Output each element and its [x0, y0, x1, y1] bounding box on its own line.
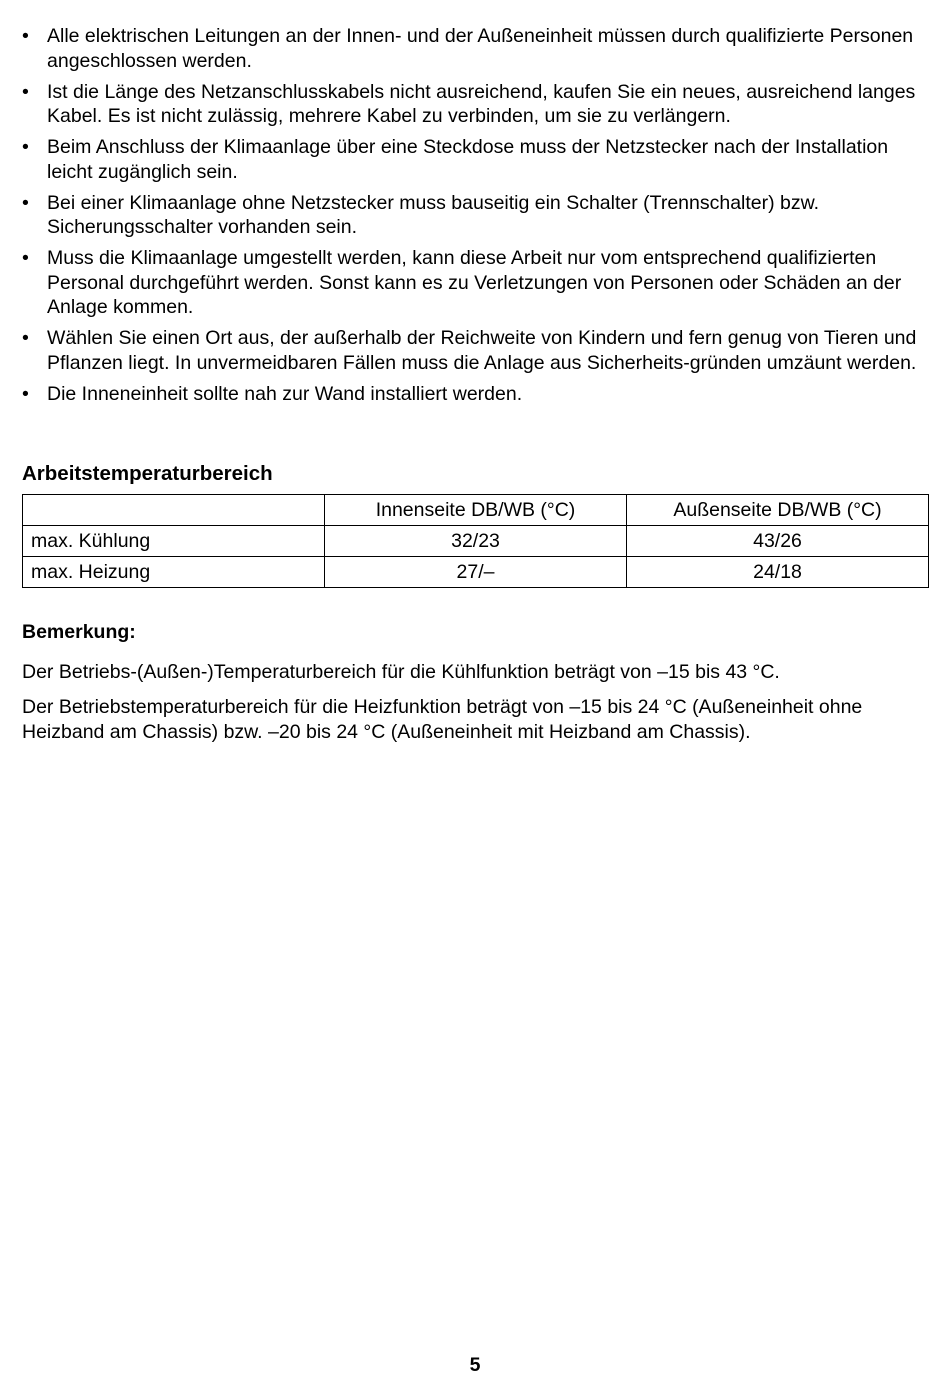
list-item-text: Ist die Länge des Netzanschlusskabels nicht ausreichend, kaufen Sie ein neues, ausreichend langes Kabel. Es ist nicht zulässig, mehrere Kabel zu verbinden, um sie zu verlängern.	[47, 80, 916, 127]
page-number: 5	[469, 1354, 481, 1376]
bullet-icon: •	[22, 327, 29, 349]
note-heading: Bemerkung:	[22, 621, 136, 643]
table-cell: 43/26	[627, 526, 929, 557]
section-heading: Arbeitstemperaturbereich	[22, 462, 273, 485]
list-item	[22, 24, 932, 73]
list-item-text: Bei einer Klimaanlage ohne Netzstecker muss bauseitig ein Schalter (Trennschalter) bzw. Sicherungsschalter vorhanden sein.	[47, 191, 820, 238]
list-item	[22, 135, 932, 184]
table-header-cell: Außenseite DB/WB (°C)	[627, 495, 929, 526]
list-item-text: Beim Anschluss der Klimaanlage über eine Steckdose muss der Netzstecker nach der Installation leicht zugänglich sein.	[47, 136, 889, 183]
note-paragraph: Der Betriebs-(Außen-)Temperaturbereich für die Kühlfunktion beträgt von –15 bis 43 °C.	[22, 661, 780, 683]
list-item	[22, 80, 932, 129]
table-cell: max. Kühlung	[23, 526, 325, 557]
note-paragraph: Der Betriebstemperaturbereich für die Heizfunktion beträgt von –15 bis 24 °C (Außeneinheit ohne Heizband am Chassis) bzw. –20 bis 24 °C (Außeneinheit mit Heizband am Chassis).	[22, 696, 863, 743]
table-cell: 24/18	[627, 557, 929, 588]
table-header-cell	[23, 495, 325, 526]
bullet-list	[22, 24, 932, 413]
bullet-icon: •	[22, 382, 29, 405]
list-item	[22, 326, 932, 375]
list-item-text: Muss die Klimaanlage umgestellt werden, kann diese Arbeit nur vom entsprechend qualifizierten Personal durchgeführt werden. Sonst kann es zu Verletzungen von Personen oder Schäden an der Anlage kommen.	[47, 247, 902, 318]
table-cell: max. Heizung	[23, 557, 325, 588]
bullet-icon: •	[22, 136, 29, 158]
table-row	[23, 557, 929, 588]
list-item-text: Alle elektrischen Leitungen an der Innen- und der Außeneinheit müssen durch qualifizierte Personen angeschlossen werden.	[47, 25, 914, 72]
list-item-text: Wählen Sie einen Ort aus, der außerhalb der Reichweite von Kindern und fern genug von Tieren und Pflanzen liegt. In unvermeidbaren Fällen muss die Anlage aus Sicherheits-gründen umzäunt werden.	[47, 327, 917, 374]
list-item-text: Die Inneneinheit sollte nah zur Wand installiert werden.	[47, 382, 523, 405]
table-cell: 27/–	[325, 557, 627, 588]
temperature-table	[22, 494, 929, 588]
list-item	[22, 191, 932, 240]
table-header-row	[23, 495, 929, 526]
table-row	[23, 526, 929, 557]
bullet-icon: •	[22, 25, 29, 47]
bullet-icon: •	[22, 191, 29, 214]
table-cell: 32/23	[325, 526, 627, 557]
list-item	[22, 246, 932, 320]
table-header-cell: Innenseite DB/WB (°C)	[325, 495, 627, 526]
bullet-icon: •	[22, 247, 29, 269]
bullet-icon: •	[22, 80, 29, 103]
list-item	[22, 382, 932, 407]
